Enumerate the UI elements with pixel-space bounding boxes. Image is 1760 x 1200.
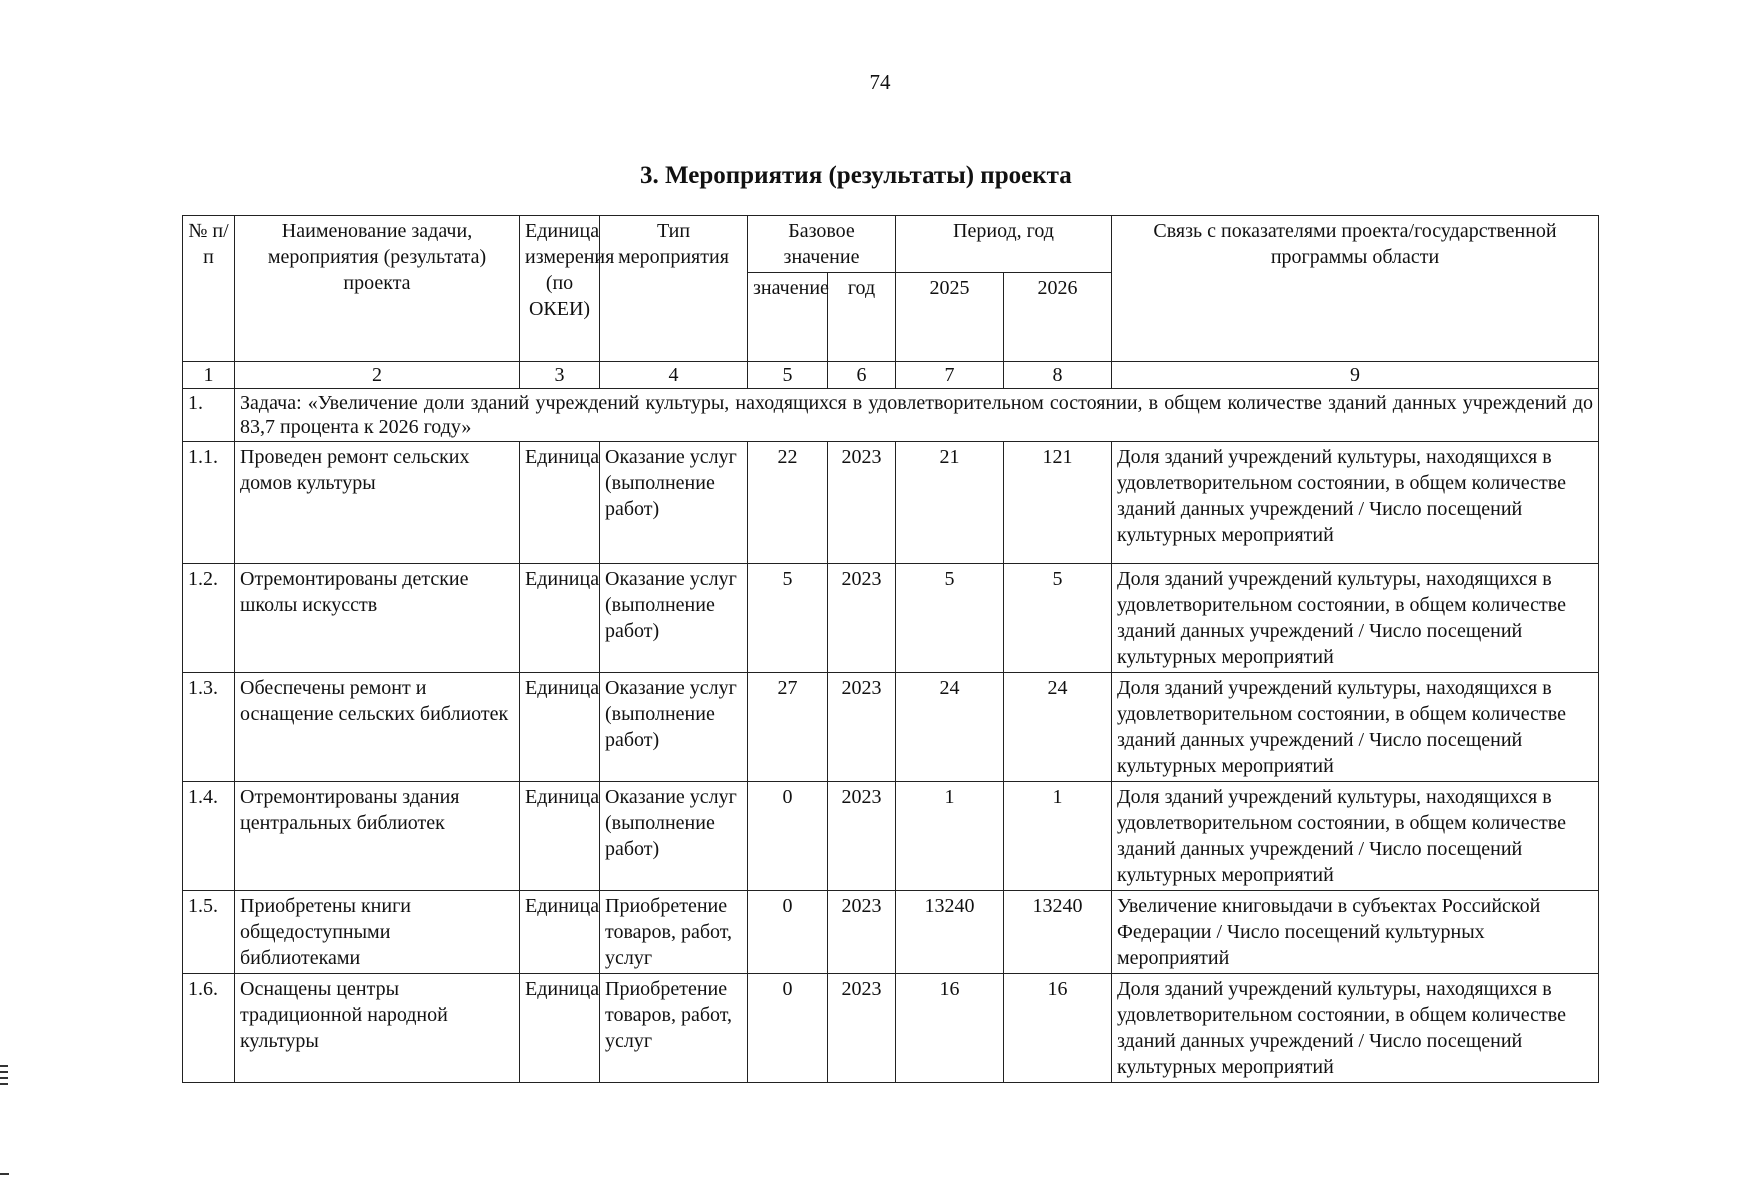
projects-table bbox=[182, 215, 1599, 1083]
row-base-year: 2023 bbox=[828, 564, 896, 673]
row-value-2026: 121 bbox=[1004, 442, 1112, 564]
header-period: Период, год bbox=[896, 216, 1112, 273]
column-number: 2 bbox=[235, 362, 520, 389]
header-num: № п/п bbox=[183, 216, 235, 362]
table-row bbox=[183, 673, 1599, 782]
column-number: 8 bbox=[1004, 362, 1112, 389]
header-row-1 bbox=[183, 216, 1599, 273]
row-link: Доля зданий учреждений культуры, находящихся в удовлетворительном состоянии, в общем количестве зданий данных учреждений / Число посещений культурных мероприятий bbox=[1112, 673, 1599, 782]
row-num: 1.5. bbox=[183, 891, 235, 974]
row-unit: Единица bbox=[520, 974, 600, 1083]
row-value-2025: 21 bbox=[896, 442, 1004, 564]
row-base-value: 0 bbox=[748, 782, 828, 891]
task-num: 1. bbox=[183, 389, 235, 442]
row-type: Оказание услуг (выполнение работ) bbox=[600, 673, 748, 782]
header-base-year: год bbox=[828, 273, 896, 362]
row-base-value: 5 bbox=[748, 564, 828, 673]
row-base-year: 2023 bbox=[828, 673, 896, 782]
table-row bbox=[183, 782, 1599, 891]
row-type: Оказание услуг (выполнение работ) bbox=[600, 782, 748, 891]
row-type: Приобретение товаров, работ, услуг bbox=[600, 891, 748, 974]
table-row bbox=[183, 974, 1599, 1083]
row-unit: Единица bbox=[520, 564, 600, 673]
task-text: Задача: «Увеличение доли зданий учреждений культуры, находящихся в удовлетворительном состоянии, в общем количестве зданий данных учреждений до 83,7 процента к 2026 году» bbox=[235, 389, 1599, 442]
row-num: 1.2. bbox=[183, 564, 235, 673]
row-value-2026: 5 bbox=[1004, 564, 1112, 673]
column-number: 9 bbox=[1112, 362, 1599, 389]
section-title: 3. Мероприятия (результаты) проекта bbox=[640, 162, 1072, 189]
row-name: Отремонтированы здания центральных библиотек bbox=[235, 782, 520, 891]
row-link: Доля зданий учреждений культуры, находящихся в удовлетворительном состоянии, в общем количестве зданий данных учреждений / Число посещений культурных мероприятий bbox=[1112, 564, 1599, 673]
header-link: Связь с показателями проекта/государственной программы области bbox=[1112, 216, 1599, 362]
row-value-2025: 24 bbox=[896, 673, 1004, 782]
binding-edge-dash bbox=[0, 1173, 9, 1175]
row-value-2026: 24 bbox=[1004, 673, 1112, 782]
header-unit: Единица измерения (по ОКЕИ) bbox=[520, 216, 600, 362]
row-base-year: 2023 bbox=[828, 442, 896, 564]
row-base-value: 27 bbox=[748, 673, 828, 782]
table-row bbox=[183, 442, 1599, 564]
column-number: 7 bbox=[896, 362, 1004, 389]
header-type: Тип мероприятия bbox=[600, 216, 748, 362]
header-base: Базовое значение bbox=[748, 216, 896, 273]
column-numbers-row bbox=[183, 362, 1599, 389]
row-unit: Единица bbox=[520, 673, 600, 782]
row-value-2025: 1 bbox=[896, 782, 1004, 891]
row-name: Обеспечены ремонт и оснащение сельских библиотек bbox=[235, 673, 520, 782]
row-base-value: 22 bbox=[748, 442, 828, 564]
row-value-2025: 16 bbox=[896, 974, 1004, 1083]
row-base-year: 2023 bbox=[828, 891, 896, 974]
header-base-value: значение bbox=[748, 273, 828, 362]
row-link: Доля зданий учреждений культуры, находящихся в удовлетворительном состоянии, в общем количестве зданий данных учреждений / Число посещений культурных мероприятий bbox=[1112, 442, 1599, 564]
row-value-2026: 16 bbox=[1004, 974, 1112, 1083]
row-name: Проведен ремонт сельских домов культуры bbox=[235, 442, 520, 564]
row-unit: Единица bbox=[520, 442, 600, 564]
row-unit: Единица bbox=[520, 782, 600, 891]
row-base-value: 0 bbox=[748, 891, 828, 974]
binding-edge-marks bbox=[0, 1065, 10, 1089]
row-type: Приобретение товаров, работ, услуг bbox=[600, 974, 748, 1083]
row-num: 1.3. bbox=[183, 673, 235, 782]
row-num: 1.1. bbox=[183, 442, 235, 564]
row-unit: Единица bbox=[520, 891, 600, 974]
row-name: Приобретены книги общедоступными библиотеками bbox=[235, 891, 520, 974]
row-base-year: 2023 bbox=[828, 782, 896, 891]
row-num: 1.6. bbox=[183, 974, 235, 1083]
column-number: 6 bbox=[828, 362, 896, 389]
table-row bbox=[183, 891, 1599, 974]
row-base-value: 0 bbox=[748, 974, 828, 1083]
header-name: Наименование задачи, мероприятия (результата) проекта bbox=[235, 216, 520, 362]
row-type: Оказание услуг (выполнение работ) bbox=[600, 564, 748, 673]
row-link: Увеличение книговыдачи в субъектах Российской Федерации / Число посещений культурных мероприятий bbox=[1112, 891, 1599, 974]
row-link: Доля зданий учреждений культуры, находящихся в удовлетворительном состоянии, в общем количестве зданий данных учреждений / Число посещений культурных мероприятий bbox=[1112, 782, 1599, 891]
page-number: 74 bbox=[869, 70, 891, 94]
row-value-2026: 1 bbox=[1004, 782, 1112, 891]
column-number: 3 bbox=[520, 362, 600, 389]
header-year-2026: 2026 bbox=[1004, 273, 1112, 362]
row-value-2025: 13240 bbox=[896, 891, 1004, 974]
row-link: Доля зданий учреждений культуры, находящихся в удовлетворительном состоянии, в общем количестве зданий данных учреждений / Число посещений культурных мероприятий bbox=[1112, 974, 1599, 1083]
row-value-2026: 13240 bbox=[1004, 891, 1112, 974]
row-type: Оказание услуг (выполнение работ) bbox=[600, 442, 748, 564]
row-num: 1.4. bbox=[183, 782, 235, 891]
table-row bbox=[183, 564, 1599, 673]
task-row bbox=[183, 389, 1599, 442]
row-name: Отремонтированы детские школы искусств bbox=[235, 564, 520, 673]
row-value-2025: 5 bbox=[896, 564, 1004, 673]
column-number: 5 bbox=[748, 362, 828, 389]
row-name: Оснащены центры традиционной народной культуры bbox=[235, 974, 520, 1083]
header-year-2025: 2025 bbox=[896, 273, 1004, 362]
column-number: 4 bbox=[600, 362, 748, 389]
column-number: 1 bbox=[183, 362, 235, 389]
row-base-year: 2023 bbox=[828, 974, 896, 1083]
